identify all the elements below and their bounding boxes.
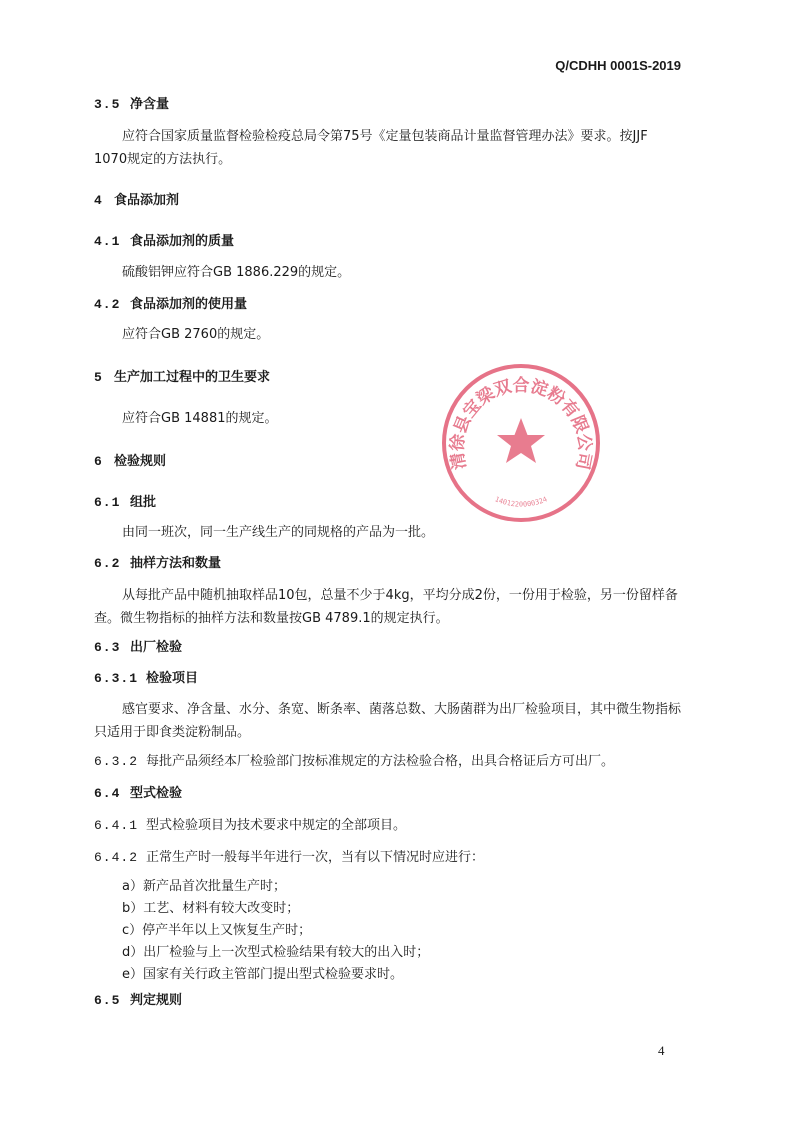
para-6-4-2: 6.4.2 正常生产时一般每半年进行一次，当有以下情况时应进行： — [94, 850, 485, 865]
para-6-1: 由同一班次，同一生产线生产的同规格的产品为一批。 — [122, 525, 435, 540]
list-item: b）工艺、材料有较大改变时； — [122, 901, 300, 916]
list-item: d）出厂检验与上一次型式检验结果有较大的出入时； — [122, 945, 430, 960]
para-4-1: 硫酸铝钾应符合GB 1886.229的规定。 — [122, 265, 351, 280]
heading-5: 5 生产加工过程中的卫生要求 — [94, 370, 271, 385]
para-5: 应符合GB 14881的规定。 — [122, 411, 278, 426]
heading-6-2: 6.2 抽样方法和数量 — [94, 556, 222, 571]
page-number: 4 — [658, 1043, 665, 1058]
condition-list — [122, 876, 429, 986]
para-6-2: 从每批产品中随机抽取样品10包，总量不少于4kg，平均分成2份，一份用于检验，另一份留样备查。微生物指标的抽样方法和数量按GB 4789.1的规定执行。 — [94, 588, 678, 626]
para-3-5-line1: 应符合国家质量监督检验检疫总局令第75号《定量包装商品计量监督管理办法》要求。按JJF — [122, 129, 648, 144]
standard-code: Q/CDHH 0001S-2019 — [555, 58, 681, 73]
para-6-3-1: 感官要求、净含量、水分、条宽、断条率、菌落总数、大肠菌群为出厂检验项目，其中微生物指标只适用于即食类淀粉制品。 — [94, 702, 682, 740]
heading-6-3-1: 6.3.1 检验项目 — [94, 671, 199, 686]
para-6-3-2: 6.3.2 每批产品须经本厂检验部门按标准规定的方法检验合格，出具合格证后方可出厂。 — [94, 754, 615, 769]
para-3-5-line2: 1070规定的方法执行。 — [94, 152, 232, 167]
heading-6-4: 6.4 型式检验 — [94, 786, 183, 801]
list-item: e）国家有关行政主管部门提出型式检验要求时。 — [122, 967, 403, 982]
heading-4-2: 4.2 食品添加剂的使用量 — [94, 297, 248, 312]
heading-6-3: 6.3 出厂检验 — [94, 640, 183, 655]
svg-text:清徐县宝梁双合淀粉有限公司: 清徐县宝梁双合淀粉有限公司 — [447, 375, 595, 472]
heading-6-5: 6.5 判定规则 — [94, 993, 183, 1008]
list-item: a）新产品首次批量生产时； — [122, 879, 286, 894]
heading-4: 4 食品添加剂 — [94, 193, 180, 208]
heading-6: 6 检验规则 — [94, 454, 167, 469]
seal-star-icon — [497, 418, 545, 463]
heading-4-1: 4.1 食品添加剂的质量 — [94, 234, 235, 249]
list-item: c）停产半年以上又恢复生产时； — [122, 923, 312, 938]
para-6-4-1: 6.4.1 型式检验项目为技术要求中规定的全部项目。 — [94, 818, 407, 833]
company-seal — [440, 362, 602, 524]
heading-6-1: 6.1 组批 — [94, 495, 157, 510]
svg-text:1401220000324: 1401220000324 — [493, 495, 549, 509]
para-4-2: 应符合GB 2760的规定。 — [122, 327, 270, 342]
heading-3-5: 3.5 净含量 — [94, 97, 170, 112]
